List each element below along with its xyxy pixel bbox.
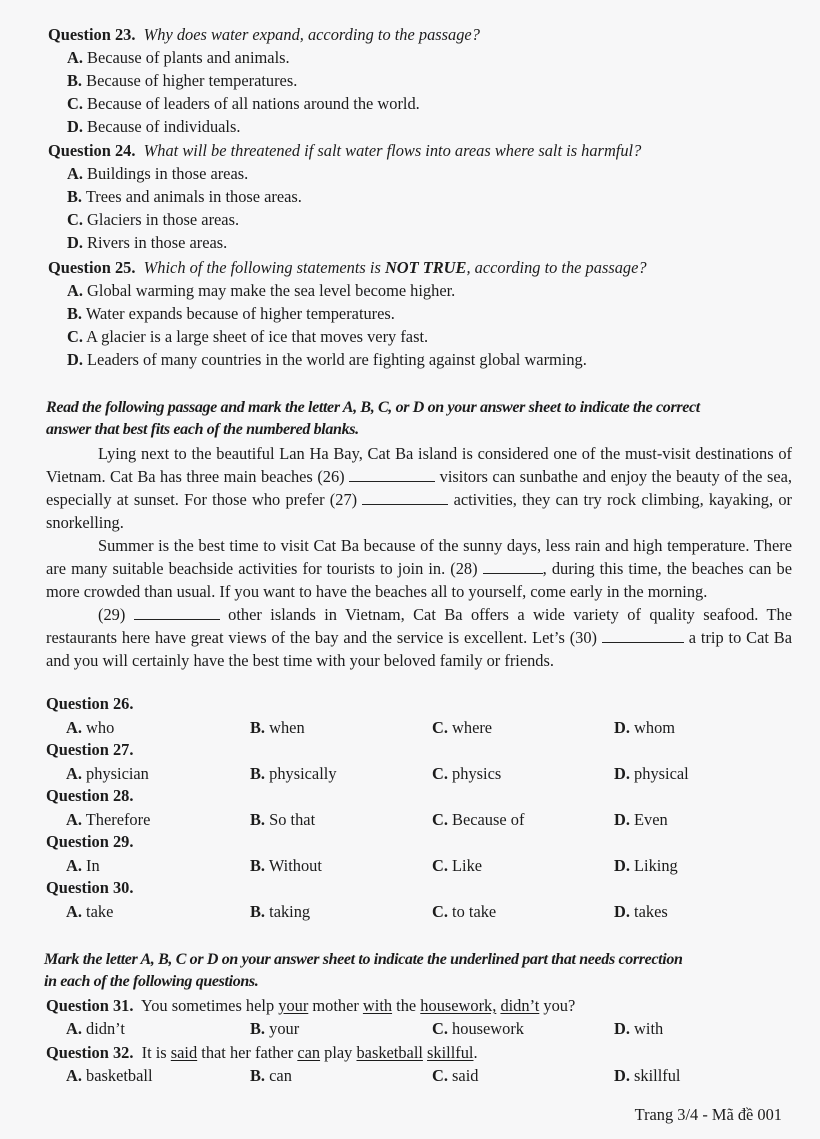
q26-option-b: B. when xyxy=(250,718,305,737)
blank-29 xyxy=(134,605,220,620)
q29-option-a: A. In xyxy=(66,856,100,875)
q26-option-a: A. who xyxy=(66,718,115,737)
q31-option-b: B. your xyxy=(250,1019,300,1038)
q29-option-d: D. Liking xyxy=(614,856,678,875)
q30-option-a: A. take xyxy=(66,902,114,921)
question-31-heading: Question 31. You sometimes help your mother with the housework, didn’t you? xyxy=(46,996,576,1015)
question-27-heading: Question 27. xyxy=(46,740,134,759)
underlined-part: basketball xyxy=(356,1043,423,1062)
q32-option-a: A. basketball xyxy=(66,1066,153,1085)
question-prompt: What will be threatened if salt water flows into areas where salt is harmful? xyxy=(143,141,642,160)
passage-paragraph-2: Summer is the best time to visit Cat Ba because of the sunny days, less rain and high temperature. There are many suitable beachside activities for tourists to join in. (28) , during this time, the beaches can be more crowded than usual. If you want to have the beaches all to yourself, come early in the morning. xyxy=(46,536,792,601)
q28-option-d: D. Even xyxy=(614,810,668,829)
q30-option-b: B. taking xyxy=(250,902,311,921)
q32-options xyxy=(0,1066,820,1088)
q25-option-d: D. Leaders of many countries in the world are fighting against global warming. xyxy=(67,350,587,369)
question-label: Question 23. xyxy=(48,25,136,44)
q23-option-d: D. Because of individuals. xyxy=(67,117,241,136)
cloze-passage xyxy=(46,442,792,672)
q24-option-a: A. Buildings in those areas. xyxy=(67,164,249,183)
q23-option-b: B. Because of higher temperatures. xyxy=(67,71,298,90)
underlined-part: skillful xyxy=(427,1043,474,1062)
q31-options xyxy=(0,1019,820,1041)
q28-option-a: A. Therefore xyxy=(66,810,151,829)
error-instruction-line1: Mark the letter A, B, C or D on your answer sheet to indicate the underlined part that needs correction xyxy=(44,951,683,968)
q32-option-b: B. can xyxy=(250,1066,292,1085)
question-28-heading: Question 28. xyxy=(46,786,134,805)
question-30-heading: Question 30. xyxy=(46,878,134,897)
passage-paragraph-1: Lying next to the beautiful Lan Ha Bay, Cat Ba island is considered one of the must-visit destinations of Vietnam. Cat Ba has three main beaches (26) visitors can sunbathe and enjoy the beauty of the sea, especially at sunset. For those who prefer (27) activities, they can try rock climbing, kayaking, or snorkelling. xyxy=(46,444,792,532)
blank-28 xyxy=(483,559,543,574)
question-24-heading xyxy=(48,141,641,161)
emphasis: NOT TRUE xyxy=(384,258,467,277)
underlined-part: said xyxy=(170,1043,198,1062)
underlined-part: didn’t xyxy=(500,996,540,1015)
q29-options xyxy=(0,856,820,878)
question-label: Question 24. xyxy=(48,141,136,160)
q27-option-d: D. physical xyxy=(614,764,689,783)
question-32-heading: Question 32. It is said that her father can play basketball skillful. xyxy=(46,1043,478,1062)
q27-options xyxy=(0,764,820,786)
q24-option-d: D. Rivers in those areas. xyxy=(67,233,228,252)
q32-option-d: D. skillful xyxy=(614,1066,681,1085)
underlined-part: with xyxy=(362,996,393,1015)
cloze-instruction-line2: answer that best fits each of the numbered blanks. xyxy=(46,421,359,438)
question-25-heading xyxy=(48,258,647,278)
passage-paragraph-3: (29) other islands in Vietnam, Cat Ba offers a wide variety of quality seafood. The restaurants here have great views of the bay and the service is excellent. Let’s (30) a trip to Cat Ba and you will certainly have the best time with your beloved family or friends. xyxy=(46,605,792,670)
blank-27 xyxy=(362,490,448,505)
q30-option-c: C. to take xyxy=(432,902,497,921)
q32-option-c: C. said xyxy=(432,1066,479,1085)
q23-option-c: C. Because of leaders of all nations around the world. xyxy=(67,94,420,113)
q31-option-a: A. didn’t xyxy=(66,1019,125,1038)
q25-option-b: B. Water expands because of higher temperatures. xyxy=(67,304,395,323)
q31-option-d: D. with xyxy=(614,1019,664,1038)
underlined-part: your xyxy=(278,996,309,1015)
q30-option-d: D. takes xyxy=(614,902,668,921)
q26-options xyxy=(0,718,820,740)
question-29-heading: Question 29. xyxy=(46,832,134,851)
q28-options xyxy=(0,810,820,832)
cloze-instruction-line1: Read the following passage and mark the letter A, B, C, or D on your answer sheet to indicate the correct xyxy=(46,399,700,416)
q25-option-a: A. Global warming may make the sea level become higher. xyxy=(67,281,456,300)
q28-option-b: B. So that xyxy=(250,810,316,829)
q27-option-b: B. physically xyxy=(250,764,337,783)
q28-option-c: C. Because of xyxy=(432,810,525,829)
q25-option-c: C. A glacier is a large sheet of ice that moves very fast. xyxy=(67,327,429,346)
question-prompt: Which of the following statements is NOT TRUE, according to the passage? xyxy=(143,258,647,277)
q29-option-c: C. Like xyxy=(432,856,483,875)
q30-options xyxy=(0,902,820,924)
q24-option-c: C. Glaciers in those areas. xyxy=(67,210,240,229)
error-instruction-line2: in each of the following questions. xyxy=(44,973,259,990)
q29-option-b: B. Without xyxy=(250,856,322,875)
question-label: Question 25. xyxy=(48,258,136,277)
question-26-heading: Question 26. xyxy=(46,694,134,713)
q27-option-a: A. physician xyxy=(66,764,149,783)
page-footer: Trang 3/4 - Mã đề 001 xyxy=(634,1105,782,1124)
blank-30 xyxy=(602,628,684,643)
q31-option-c: C. housework xyxy=(432,1019,524,1038)
q23-option-a: A. Because of plants and animals. xyxy=(67,48,290,67)
blank-26 xyxy=(349,467,435,482)
underlined-part: housework, xyxy=(420,996,497,1015)
q26-option-d: D. whom xyxy=(614,718,676,737)
q26-option-c: C. where xyxy=(432,718,493,737)
q24-option-b: B. Trees and animals in those areas. xyxy=(67,187,302,206)
question-23-heading xyxy=(48,25,480,45)
q27-option-c: C. physics xyxy=(432,764,502,783)
underlined-part: can xyxy=(297,1043,321,1062)
question-prompt: Why does water expand, according to the passage? xyxy=(143,25,480,44)
